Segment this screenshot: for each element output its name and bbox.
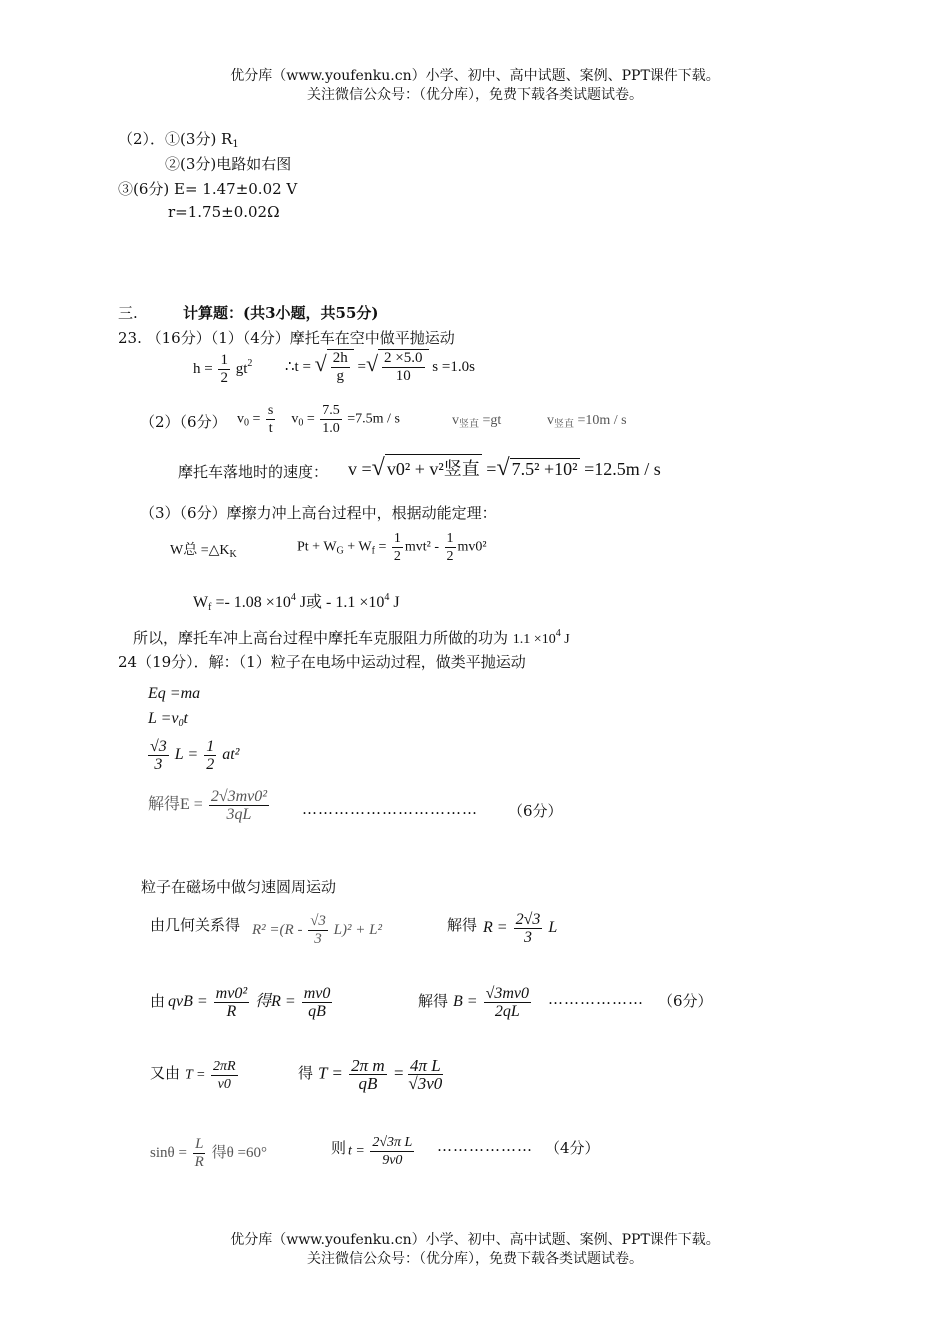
q23-title: 23. （16分）（1）（4分）摩托车在空中做平抛运动	[118, 329, 455, 347]
q23-conclusion: 所以，摩托车冲上高台过程中摩托车克服阻力所做的功为 $1.1 \times 10^4$ J	[133, 628, 570, 647]
q23-t-equation: ∴t = √ $\frac{2h}{g}$ =√ $\frac{2 \times 5.0}{10}$ s =1.0s	[285, 350, 475, 384]
q24-t-dots: ………………	[437, 1137, 533, 1155]
q24-b-score: （6分）	[658, 992, 713, 1010]
footer-line-2: 关注微信公众号：（优分库），免费下载各类试题试卷。	[307, 1251, 643, 1267]
q24-t-score: （4分）	[545, 1139, 600, 1157]
q24-r-equation: R = $\frac{2√3}{3}$ L	[483, 911, 558, 946]
q23-landing-equation: v =√ v0² + v²竖直 =√ 7.5² +10² =12.5m / s	[348, 455, 661, 481]
q24-e-dots: ……………………………	[302, 800, 478, 818]
q24-t-time: t = $\frac{\text{2√3π L}}{9v0}$	[348, 1135, 413, 1168]
q2-line-2: ②(3分)电路如右图	[165, 155, 292, 173]
q2-line-4: r=1.75±0.02Ω	[168, 203, 280, 221]
q2-line-1: （2）．①(3分) $R_1$	[118, 130, 239, 150]
q23-work-energy: $Pt + W_G + W_f$ = $\frac{1}{2}$ mvt² - $\frac{1}{2}$ mv0²	[297, 531, 487, 564]
q23-vy-value: $v_{竖直} =10m / s$	[547, 413, 627, 430]
q23-vy-equation: $v_{竖直} =gt$	[452, 413, 502, 430]
q24-e-score: （6分）	[508, 802, 563, 820]
q24-b-dots: ………………	[548, 990, 644, 1008]
q24-magnetic-title: 粒子在磁场中做匀速圆周运动	[141, 878, 337, 896]
q24-t-period-2: T = $\frac{\text{2π m}}{qB}$ = $\frac{\text{4π L}}{√3v0}$	[318, 1056, 443, 1093]
q24-from-label: 由	[150, 992, 166, 1010]
q23-part3-label: （3）（6分）摩擦力冲上高台过程中，根据动能定理：	[140, 504, 497, 522]
q24-t-period: T = $\frac{2\pi R}{v0}$	[185, 1059, 236, 1092]
q24-then-label: 则	[331, 1139, 347, 1157]
q24-also-label: 又由	[150, 1064, 181, 1082]
header-line-2: 关注微信公众号：（优分库），免费下载各类试题试卷。	[307, 87, 643, 103]
q24-b-equation: B = $\frac{√3mv0}{2qL}$	[453, 985, 530, 1020]
q24-get-label: 得	[298, 1064, 314, 1082]
q24-solve-label-2: 解得	[418, 992, 449, 1010]
q24-geometry-label: 由几何关系得	[150, 916, 241, 934]
footer-line-1: 优分库（www.youfenku.cn）小学、初中、高中试题、案例、PPT课件下载。	[230, 1232, 720, 1248]
q24-title: 24（19分）．解：（1）粒子在电场中运动过程，做类平抛运动	[118, 653, 526, 671]
q24-eq2: $L =v_0t$	[148, 710, 188, 729]
q24-eq3: $\frac{√3}{3}$ L = $\frac{1}{2}$ at²	[150, 738, 240, 773]
q24-solve-label-1: 解得	[447, 916, 478, 934]
header-line-1: 优分库（www.youfenku.cn）小学、初中、高中试题、案例、PPT课件下载。	[230, 68, 720, 84]
q23-part2-label: （2）（6分）	[140, 413, 227, 431]
section-number: 三.	[118, 304, 138, 322]
q23-landing-label: 摩托车落地时的速度：	[178, 463, 329, 481]
q24-geometry-equation: R² =(R - $\frac{√3}{3}$ L)² + L²	[252, 913, 382, 947]
q24-e-result: 解得E = $\frac{\text{2√3mv0²}}{3qL}$	[148, 788, 268, 823]
section-heading: 计算题：(共3小题，共55分)	[183, 304, 379, 322]
q23-v0-equation: $v_0$ = $\frac{s}{t}$ $v_0$ = $\frac{7.5}{1.0}$ =7.5m / s	[237, 403, 400, 436]
q24-sin-equation: sinθ = $\frac{L}{R}$ 得θ =60°	[150, 1136, 267, 1170]
q24-qvb-equation: qvB = $\frac{\text{mv0²}}{R}$ 得R = $\frac{mv0}{qB}$	[168, 985, 331, 1020]
q23-wf-result: $W_f =- 1.08 \times 10^4$ J或 - $1.1 \times 10^4$ J	[193, 592, 400, 613]
q2-line-3: ③(6分) E= 1.47±0.02 V	[118, 180, 298, 198]
q24-eq1: Eq =ma	[148, 685, 201, 702]
q23-work-total: W总 $=\triangle K_K$	[170, 543, 237, 560]
q23-h-equation: h = $\frac{1}{2}$ $gt^2$	[193, 352, 253, 386]
